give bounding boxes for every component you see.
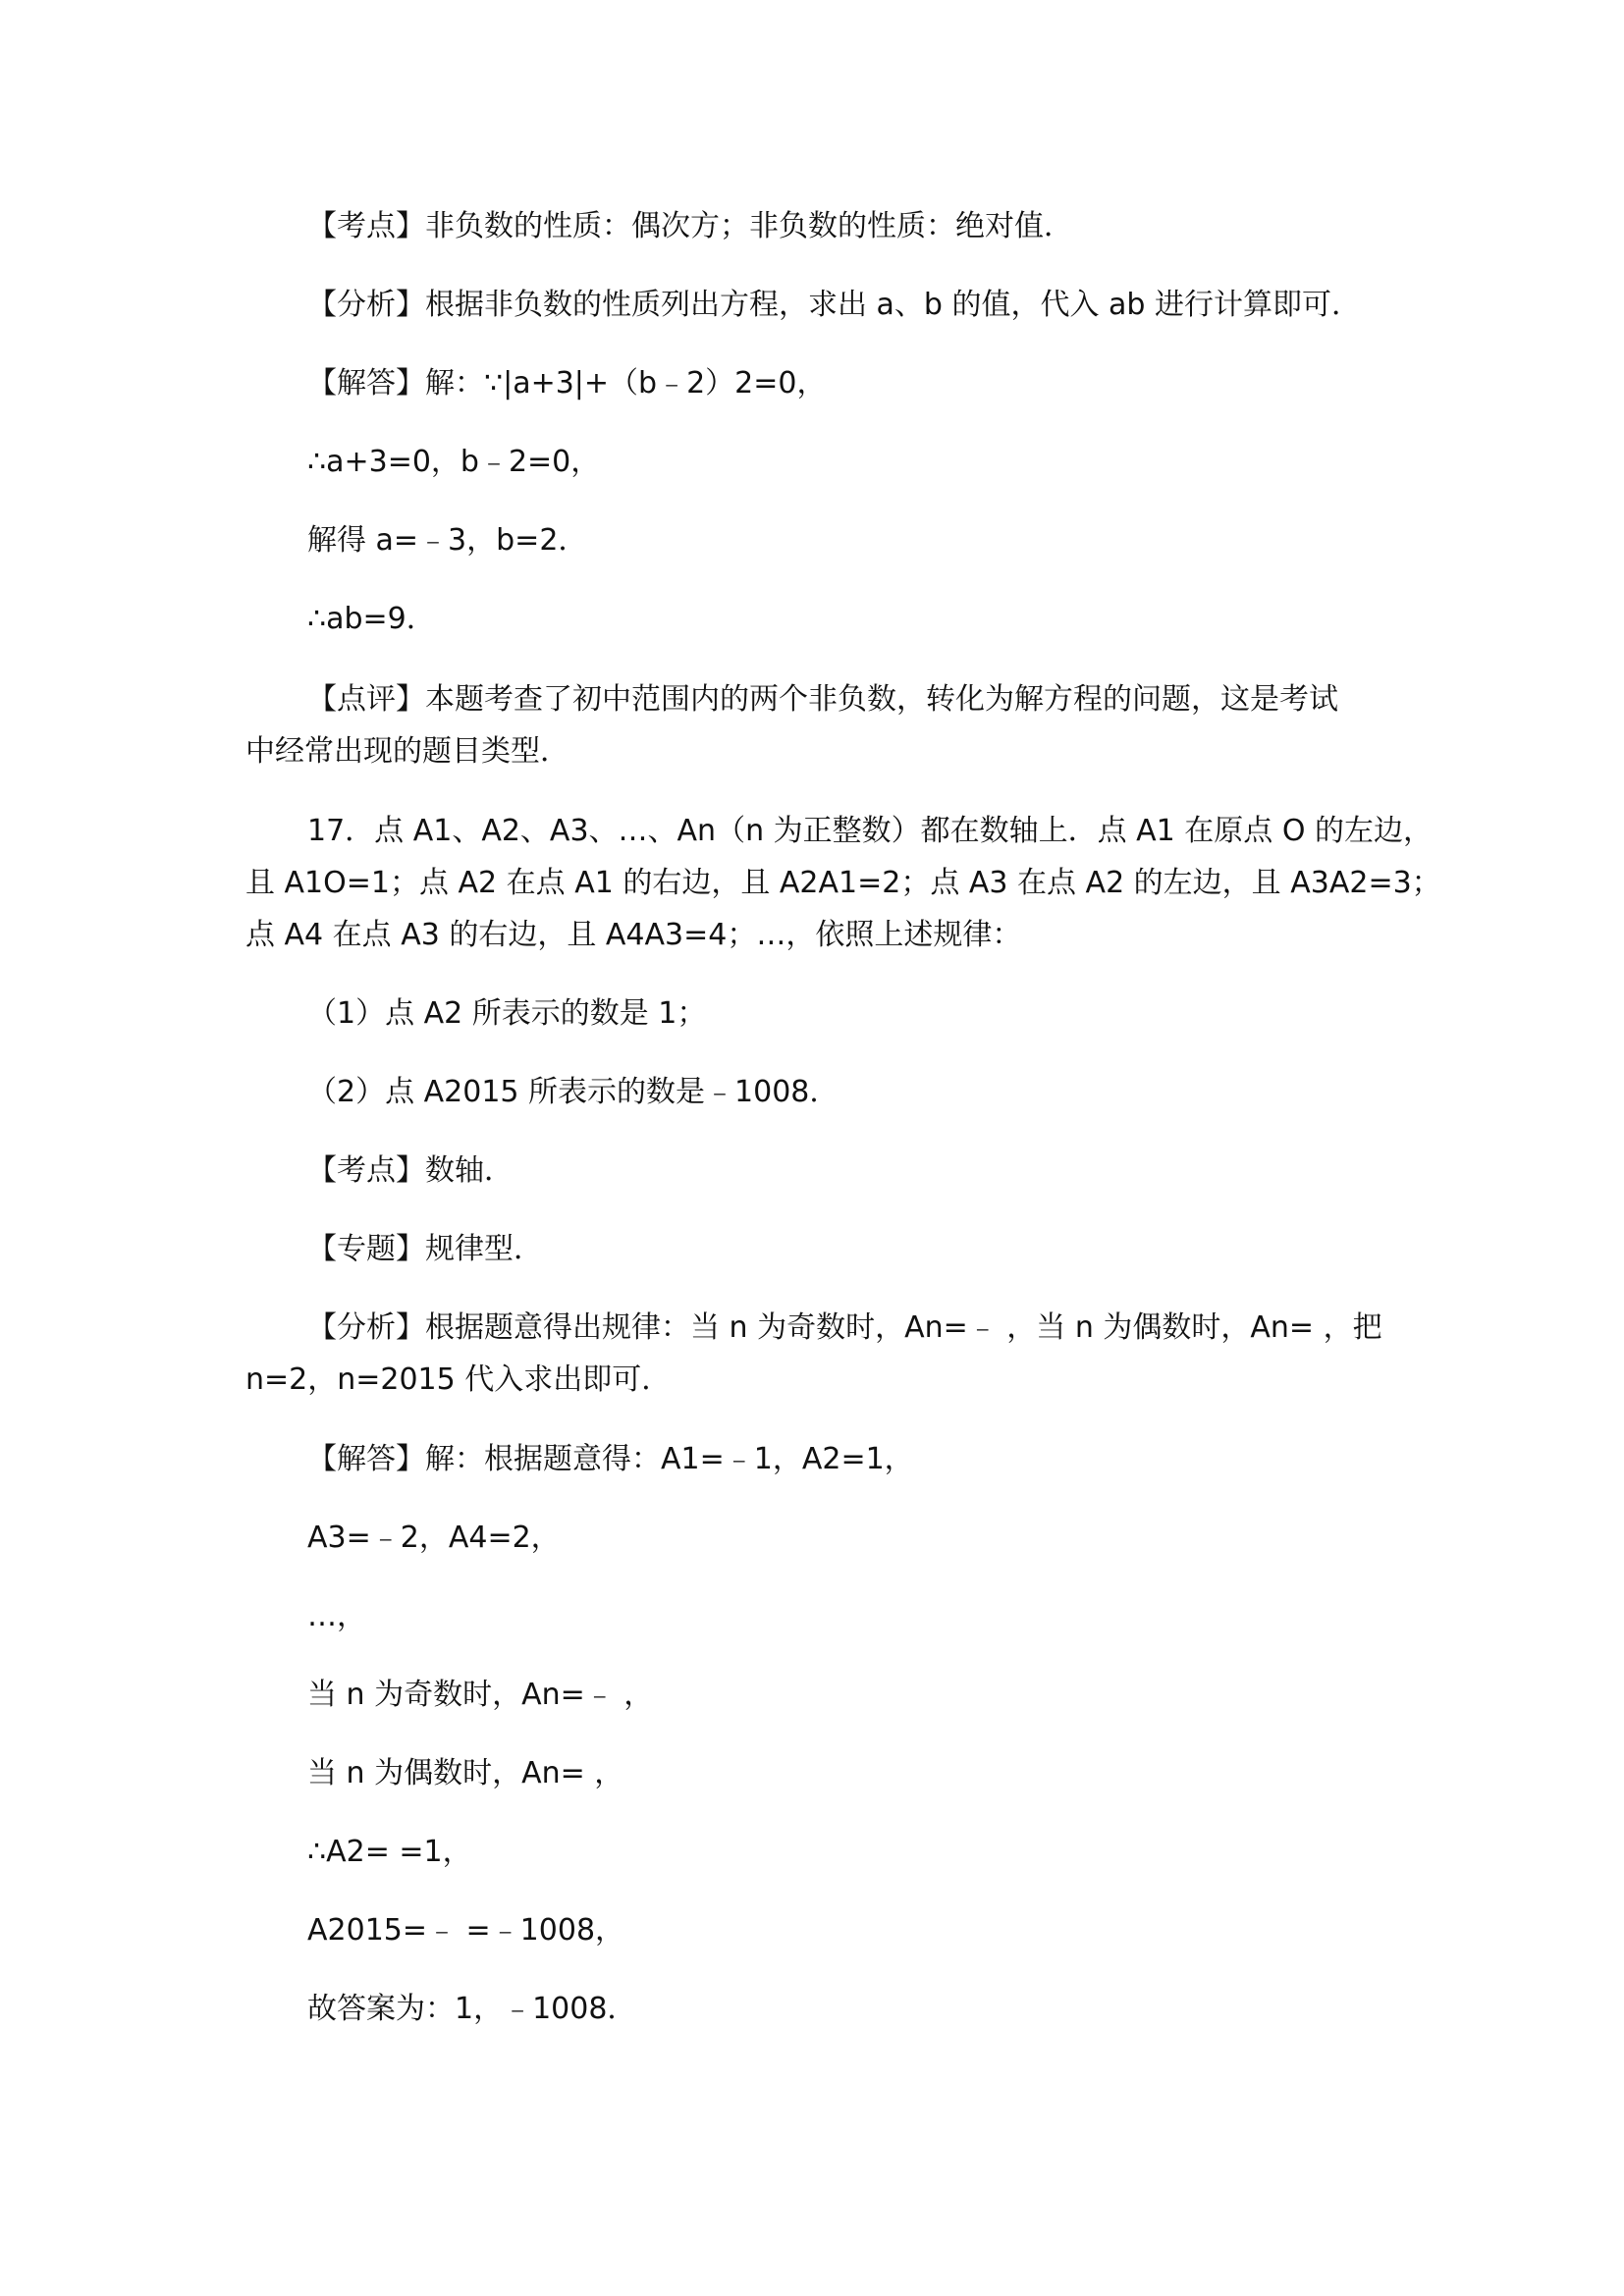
q17-step-5: ∴A2= =1， [307,1835,472,1869]
q17-sub-1: （1）点 A2 所表示的数是 1； [307,996,707,1031]
s1-step-1: ∴a+3=0，b﹣2=0， [307,445,601,479]
q17-step-3: 当 n 为奇数时，An=﹣ ， [307,1678,654,1712]
q17-zhuanti: 【专题】规律型． [307,1232,543,1266]
s1-step-2: 解得 a=﹣3，b=2． [307,523,588,558]
s1-kaodian: 【考点】非负数的性质：偶次方；非负数的性质：绝对值． [307,209,1073,243]
s1-fenxi: 【分析】根据非负数的性质列出方程，求出 a、b 的值，代入 ab 进行计算即可． [307,288,1361,322]
q17-sub-2: （2）点 A2015 所表示的数是﹣1008． [307,1075,839,1109]
q17-line-3: 点 A4 在点 A3 的右边，且 A4A3=4；…，依照上述规律： [245,918,1022,952]
q17-line-1: 17．点 A1、A2、A3、…、An（n 为正整数）都在数轴上．点 A1 在原点 O 的左边， [307,814,1433,848]
s1-dianping-line-2: 中经常出现的题目类型． [245,734,569,769]
q17-jieda: 【解答】解：根据题意得：A1=﹣1，A2=1， [307,1442,914,1476]
q17-step-6: A2015=﹣ =﹣1008， [307,1913,625,1948]
q17-line-2: 且 A1O=1；点 A2 在点 A1 的右边，且 A2A1=2；点 A3 在点 A2 的左边，且 A3A2=3； [245,866,1441,900]
q17-answer: 故答案为：1，﹣1008． [307,1992,637,2026]
s1-dianping-line-1: 【点评】本题考查了初中范围内的两个非负数，转化为解方程的问题，这是考试 [307,682,1338,717]
q17-fenxi-line-2: n=2，n=2015 代入求出即可． [245,1362,672,1397]
q17-step-4: 当 n 为偶数时，An= ， [307,1756,624,1790]
q17-fenxi-line-1: 【分析】根据题意得出规律：当 n 为奇数时，An=﹣ ，当 n 为偶数时，An= ，把 [307,1310,1382,1345]
s1-step-3: ∴ab=9． [307,602,436,636]
q17-step-2: …， [307,1599,366,1633]
q17-step-1: A3=﹣2，A4=2， [307,1521,561,1555]
q17-kaodian: 【考点】数轴． [307,1153,514,1188]
s1-jieda: 【解答】解：∵|a+3|+（b﹣2）2=0， [307,366,827,400]
